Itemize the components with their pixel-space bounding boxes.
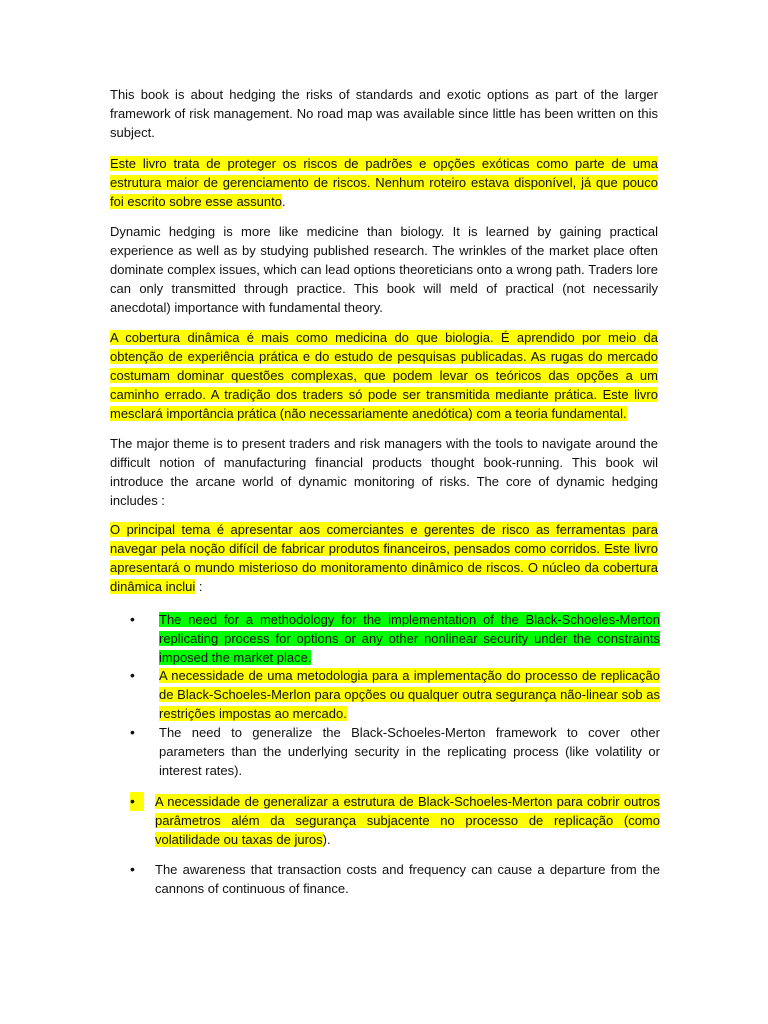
highlighted-text: Este livro trata de proteger os riscos de padrões e opções exóticas como parte de uma estrutura maior de gerenciamento de riscos. Nenhum roteiro estava disponível, já que pouco foi escrito sobre esse assunto (110, 156, 658, 209)
highlighted-text: The need for a methodology for the implementation of the Black-Schoeles-Merton replicating process for options or any other nonlinear security under the constraints imposed the market place. (159, 612, 660, 665)
paragraph-tail: . (281, 194, 286, 209)
bullet-item-4 (130, 792, 660, 849)
bullet-text (159, 723, 660, 780)
bullet-text (155, 792, 660, 849)
paragraph-text: This book is about hedging the risks of standards and exotic options as part of the larger framework of risk management. No road map was available since little has been written on this subject. (110, 87, 658, 140)
paragraph-pt-1 (110, 154, 658, 211)
paragraph-pt-2 (110, 328, 658, 423)
bullet-text (159, 666, 660, 723)
paragraph-en-1 (110, 85, 658, 142)
highlighted-text: A cobertura dinâmica é mais como medicina do que biologia. É aprendido por meio da obtenção de experiência prática e do estudo de pesquisas publicadas. As rugas do mercado costumam dominar questões complexas, que podem levar os teóricos das opções a um caminho errado. A tradição dos traders só pode ser transmitida mediante prática. Este livro mesclará importância prática (não necessariamente anedótica) com a teoria fundamental. (110, 330, 658, 421)
bullet-item-1 (130, 610, 660, 667)
paragraph-pt-3 (110, 520, 658, 596)
bullet-item-5 (130, 860, 660, 898)
bullet-icon: • (130, 861, 135, 877)
bullet-text (159, 610, 660, 667)
bullet-icon: • (130, 724, 135, 740)
paragraph-en-3 (110, 434, 658, 510)
highlighted-text: A necessidade de generalizar a estrutura de Black-Schoeles-Merton para cobrir outros parâmetros além da segurança subjacente no processo de replicação (como volatilidade ou taxas de juros (155, 794, 660, 847)
bullet-content: The need to generalize the Black-Schoeles-Merton framework to cover other parameters than the underlying security in the replicating process (like volatility or interest rates). (159, 725, 660, 778)
bullet-icon: • (130, 792, 144, 811)
bullet-text (155, 860, 660, 898)
bullet-item-2 (130, 666, 660, 723)
bullet-tail: ). (322, 832, 331, 847)
paragraph-tail: : (195, 579, 203, 594)
paragraph-text: The major theme is to present traders and risk managers with the tools to navigate around the difficult notion of manufacturing financial products thought book-running. This book wil introduce the arcane world of dynamic monitoring of risks. The core of dynamic hedging includes : (110, 436, 658, 508)
bullet-content: The awareness that transaction costs and frequency can cause a departure from the cannons of continuous of finance. (155, 862, 660, 896)
bullet-item-3 (130, 723, 660, 780)
bullet-icon: • (130, 611, 135, 627)
highlighted-text: O principal tema é apresentar aos comerciantes e gerentes de risco as ferramentas para navegar pela noção difícil de fabricar produtos financeiros, pensados como corridos. Este livro apresentará o mundo misterioso do monitoramento dinâmico de riscos. O núcleo da cobertura dinâmica inclui (110, 522, 658, 594)
paragraph-en-2 (110, 222, 658, 317)
bullet-icon: • (130, 667, 135, 683)
paragraph-text: Dynamic hedging is more like medicine than biology. It is learned by gaining practical experience as well as by studying published research. The wrinkles of the market place often dominate complex issues, which can lead options theoreticians onto a wrong path. Traders lore can only transmitted through practice. This book will meld of practical (not necessarily anecdotal) importance with fundamental theory. (110, 224, 658, 315)
highlighted-text: A necessidade de uma metodologia para a implementação do processo de replicação de Black-Schoeles-Merlon para opções ou qualquer outra segurança não-linear sob as restrições impostas ao mercado. (159, 668, 660, 721)
